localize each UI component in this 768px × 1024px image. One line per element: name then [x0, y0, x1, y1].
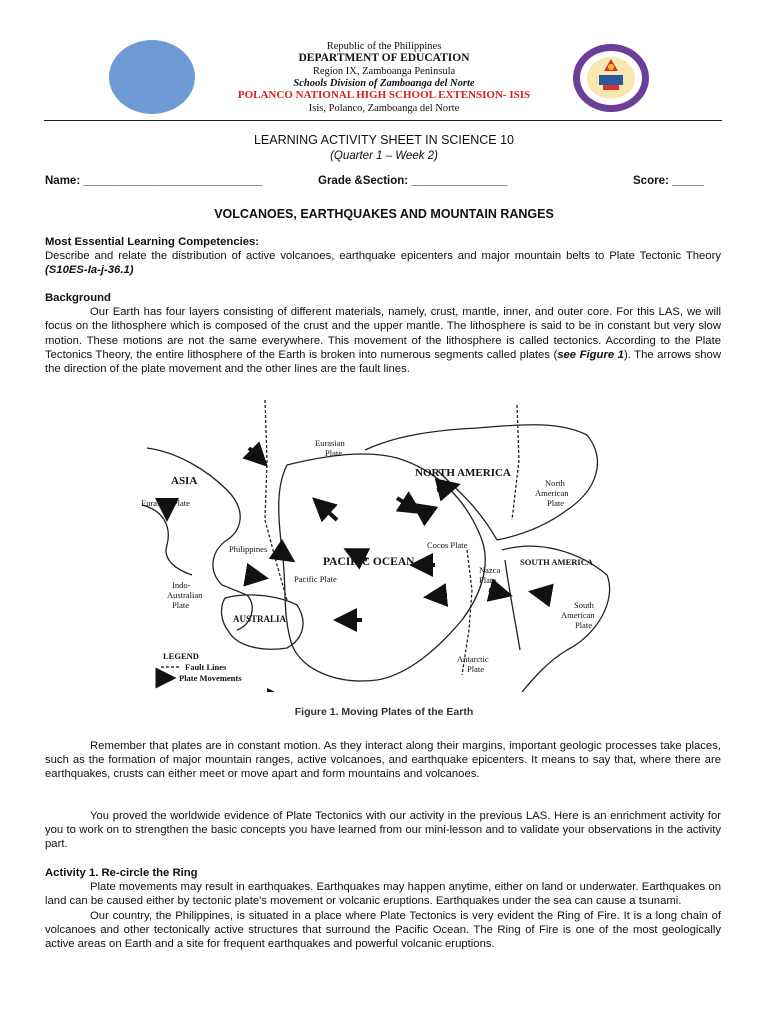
department-line: DEPARTMENT OF EDUCATION	[298, 52, 470, 64]
activity-paragraph-1: Plate movements may result in earthquakes. Earthquakes may happen anytime, either on land or underwater. Earthquakes on land can be caused either by tectonic plate's movement or volcanic eruptions. Earthquakes under the sea can cause a tsunami.	[45, 881, 721, 908]
label-indo-1: Indo-	[172, 580, 191, 590]
label-cocos: Cocos Plate	[427, 540, 468, 550]
background-section	[45, 291, 721, 376]
background-heading: Background	[45, 292, 111, 304]
proved-section	[45, 809, 721, 852]
remember-paragraph: Remember that plates are in constant motion. As they interact along their margins, important geologic processes take places, such as the formation of major mountain ranges, active volcanoes, and earthquake epicenters. It means to say that, where there are earthquakes, crusts can either meet or move apart and form mountains and volcanoes.	[45, 740, 721, 781]
label-pacific-ocean: PACIFIC OCEAN	[323, 556, 415, 568]
label-eurasian-top-1: Eurasian	[315, 438, 345, 448]
label-indo-3: Plate	[172, 600, 189, 610]
score-field[interactable]: Score: _____	[633, 175, 704, 187]
label-pacific-plate: Pacific Plate	[294, 574, 337, 584]
address-line: Isis, Polanco, Zamboanga del Norte	[308, 103, 460, 114]
label-eurasian-left: Eurasian Plate	[141, 498, 190, 508]
label-antarctic-1: Antarctic	[457, 654, 489, 664]
header-divider	[44, 120, 722, 121]
sheet-subtitle: (Quarter 1 – Week 2)	[330, 150, 438, 162]
label-philippines: Philippines	[229, 544, 268, 554]
plate-map-figure	[137, 400, 631, 692]
figure-ref: see Figure 1	[557, 348, 624, 361]
legend-title: LEGEND	[163, 651, 199, 661]
activity-heading: Activity 1. Re-circle the Ring	[45, 867, 198, 879]
school-line: POLANCO NATIONAL HIGH SCHOOL EXTENSION- ISIS	[237, 89, 531, 101]
label-sa-plate-2: American	[561, 610, 595, 620]
republic-line: Republic of the Philippines	[326, 41, 442, 52]
melc-heading: Most Essential Learning Competencies:	[45, 236, 260, 248]
legend-fault: Fault Lines	[185, 662, 227, 672]
label-eurasian-top-2: Plate	[325, 448, 342, 458]
label-indo-2: Australian	[167, 590, 203, 600]
label-na-plate-1: North	[545, 478, 565, 488]
melc-text: Describe and relate the distribution of active volcanoes, earthquake epicenters and major mountain belts to Plate Tectonic Theory (S10ES-Ia-j-36.1)	[45, 250, 721, 277]
activity-paragraph-2: Our country, the Philippines, is situated in a place where Plate Tectonics is very evident the Ring of Fire. It is a long chain of volcanoes and other tectonically active structures that surround the Pacific Ocean. The Ring of Fire is one of the most geologically active areas on Earth and a site for frequent earthquakes and powerful volcanic eruptions.	[45, 909, 721, 951]
melc-code: (S10ES-Ia-j-36.1)	[45, 264, 134, 277]
label-south-america: SOUTH AMERICA	[520, 557, 593, 567]
asia-coastline	[147, 448, 252, 630]
topic-title: VOLCANOES, EARTHQUAKES AND MOUNTAIN RANGES	[214, 207, 554, 221]
background-paragraph: Our Earth has four layers consisting of different materials, namely, crust, mantle, inner, and outer core. For this LAS, we will focus on the lithosphere which is composed of the crust and the upper mantle. The lithosphere is said to be in constant but very slow motion. These motions are not the same everywhere. This movement of the lithosphere is called tectonics. According to the Plate Tectonics Theory, the entire lithosphere of the Earth is broken into numerous segments called plates (see Figure 1). The arrows show the direction of the plate movement and the other lines are the fault lines.	[45, 306, 721, 376]
melc-section	[45, 235, 721, 278]
sheet-title: LEARNING ACTIVITY SHEET IN SCIENCE 10	[253, 133, 515, 147]
region-line: Region IX, Zamboanga Peninsula	[312, 66, 456, 77]
label-asia: ASIA	[171, 475, 198, 487]
grade-section-field[interactable]: Grade &Section: _______________	[318, 175, 508, 187]
remember-section	[45, 739, 721, 782]
proved-paragraph: You proved the worldwide evidence of Plate Tectonics with our activity in the previous LAS. Here is an enrichment activity for you to work on to strengthen the basic concepts you have learned from our mini-lesson and to validate your observations in the activity part.	[45, 810, 721, 851]
activity-section	[45, 866, 721, 951]
legend-move: Plate Movements	[179, 673, 242, 683]
name-field[interactable]: Name: ____________________________	[45, 175, 263, 187]
label-sa-plate-3: Plate	[575, 620, 592, 630]
figure-caption: Figure 1. Moving Plates of the Earth	[294, 706, 474, 718]
division-line: Schools Division of Zamboanga del Norte	[293, 78, 475, 89]
label-australia: AUSTRALIA	[233, 614, 287, 624]
label-antarctic-2: Plate	[467, 664, 484, 674]
label-north-america: NORTH AMERICA	[415, 467, 511, 479]
label-nazca-2: Plate	[479, 575, 496, 585]
label-na-plate-2: American	[535, 488, 569, 498]
label-na-plate-3: Plate	[547, 498, 564, 508]
label-sa-plate-1: South	[574, 600, 594, 610]
label-nazca-1: Nazca	[479, 565, 501, 575]
